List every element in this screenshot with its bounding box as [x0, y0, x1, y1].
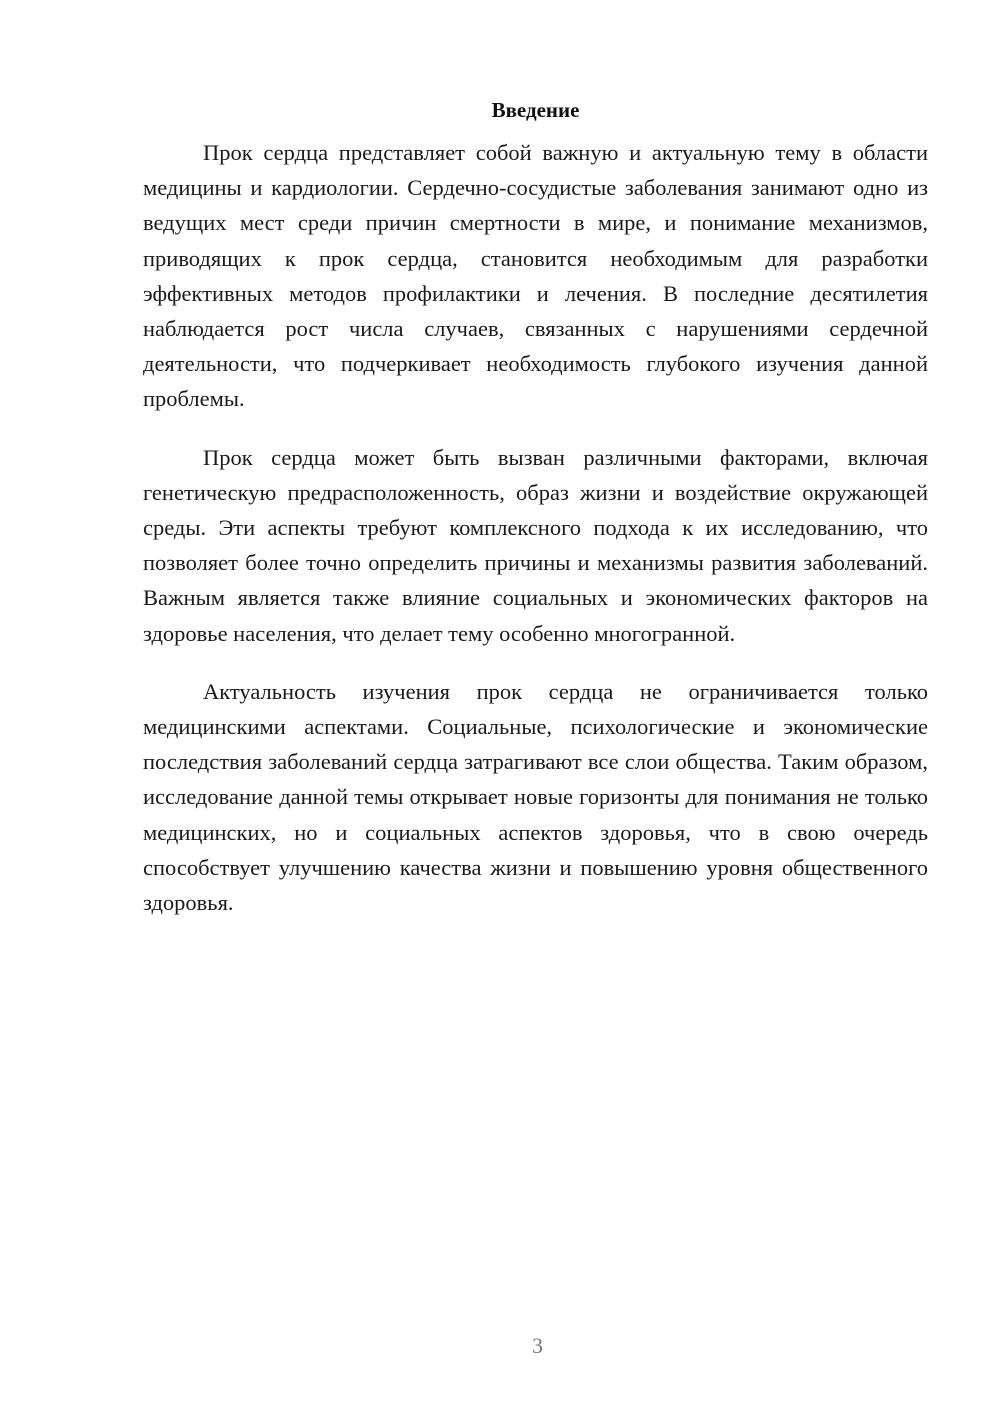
page-number: 3 [532, 1333, 543, 1358]
page-content [143, 95, 928, 943]
paragraph-1: Прок сердца представляет собой важную и актуальную тему в области медицины и кардиологии. Сердечно-сосудистые заболевания занимают одно из ведущих мест среди причин смертности в мире, и понимание механизмов, приводящих к прок сердца, становится необходимым для разработки эффективных методов профилактики и лечения. В последние десятилетия наблюдается рост числа случаев, связанных с нарушениями сердечной деятельности, что подчеркивает необходимость глубокого изучения данной проблемы. [143, 140, 928, 412]
paragraph-2: Прок сердца может быть вызван различными факторами, включая генетическую предрасположенность, образ жизни и воздействие окружающей среды. Эти аспекты требуют комплексного подхода к их исследованию, что позволяет более точно определить причины и механизмы развития заболеваний. Важным является также влияние социальных и экономических факторов на здоровье населения, что делает тему особенно многогранной. [143, 444, 928, 646]
paragraph-3: Актуальность изучения прок сердца не ограничивается только медицинскими аспектами. Социальные, психологические и экономические последствия заболеваний сердца затрагивают все слои общества. Таким образом, исследование данной темы открывает новые горизонты для понимания не только медицинских, но и социальных аспектов здоровья, что в свою очередь способствует улучшению качества жизни и повышению уровня общественного здоровья. [143, 678, 928, 916]
section-heading: Введение [491, 98, 580, 122]
